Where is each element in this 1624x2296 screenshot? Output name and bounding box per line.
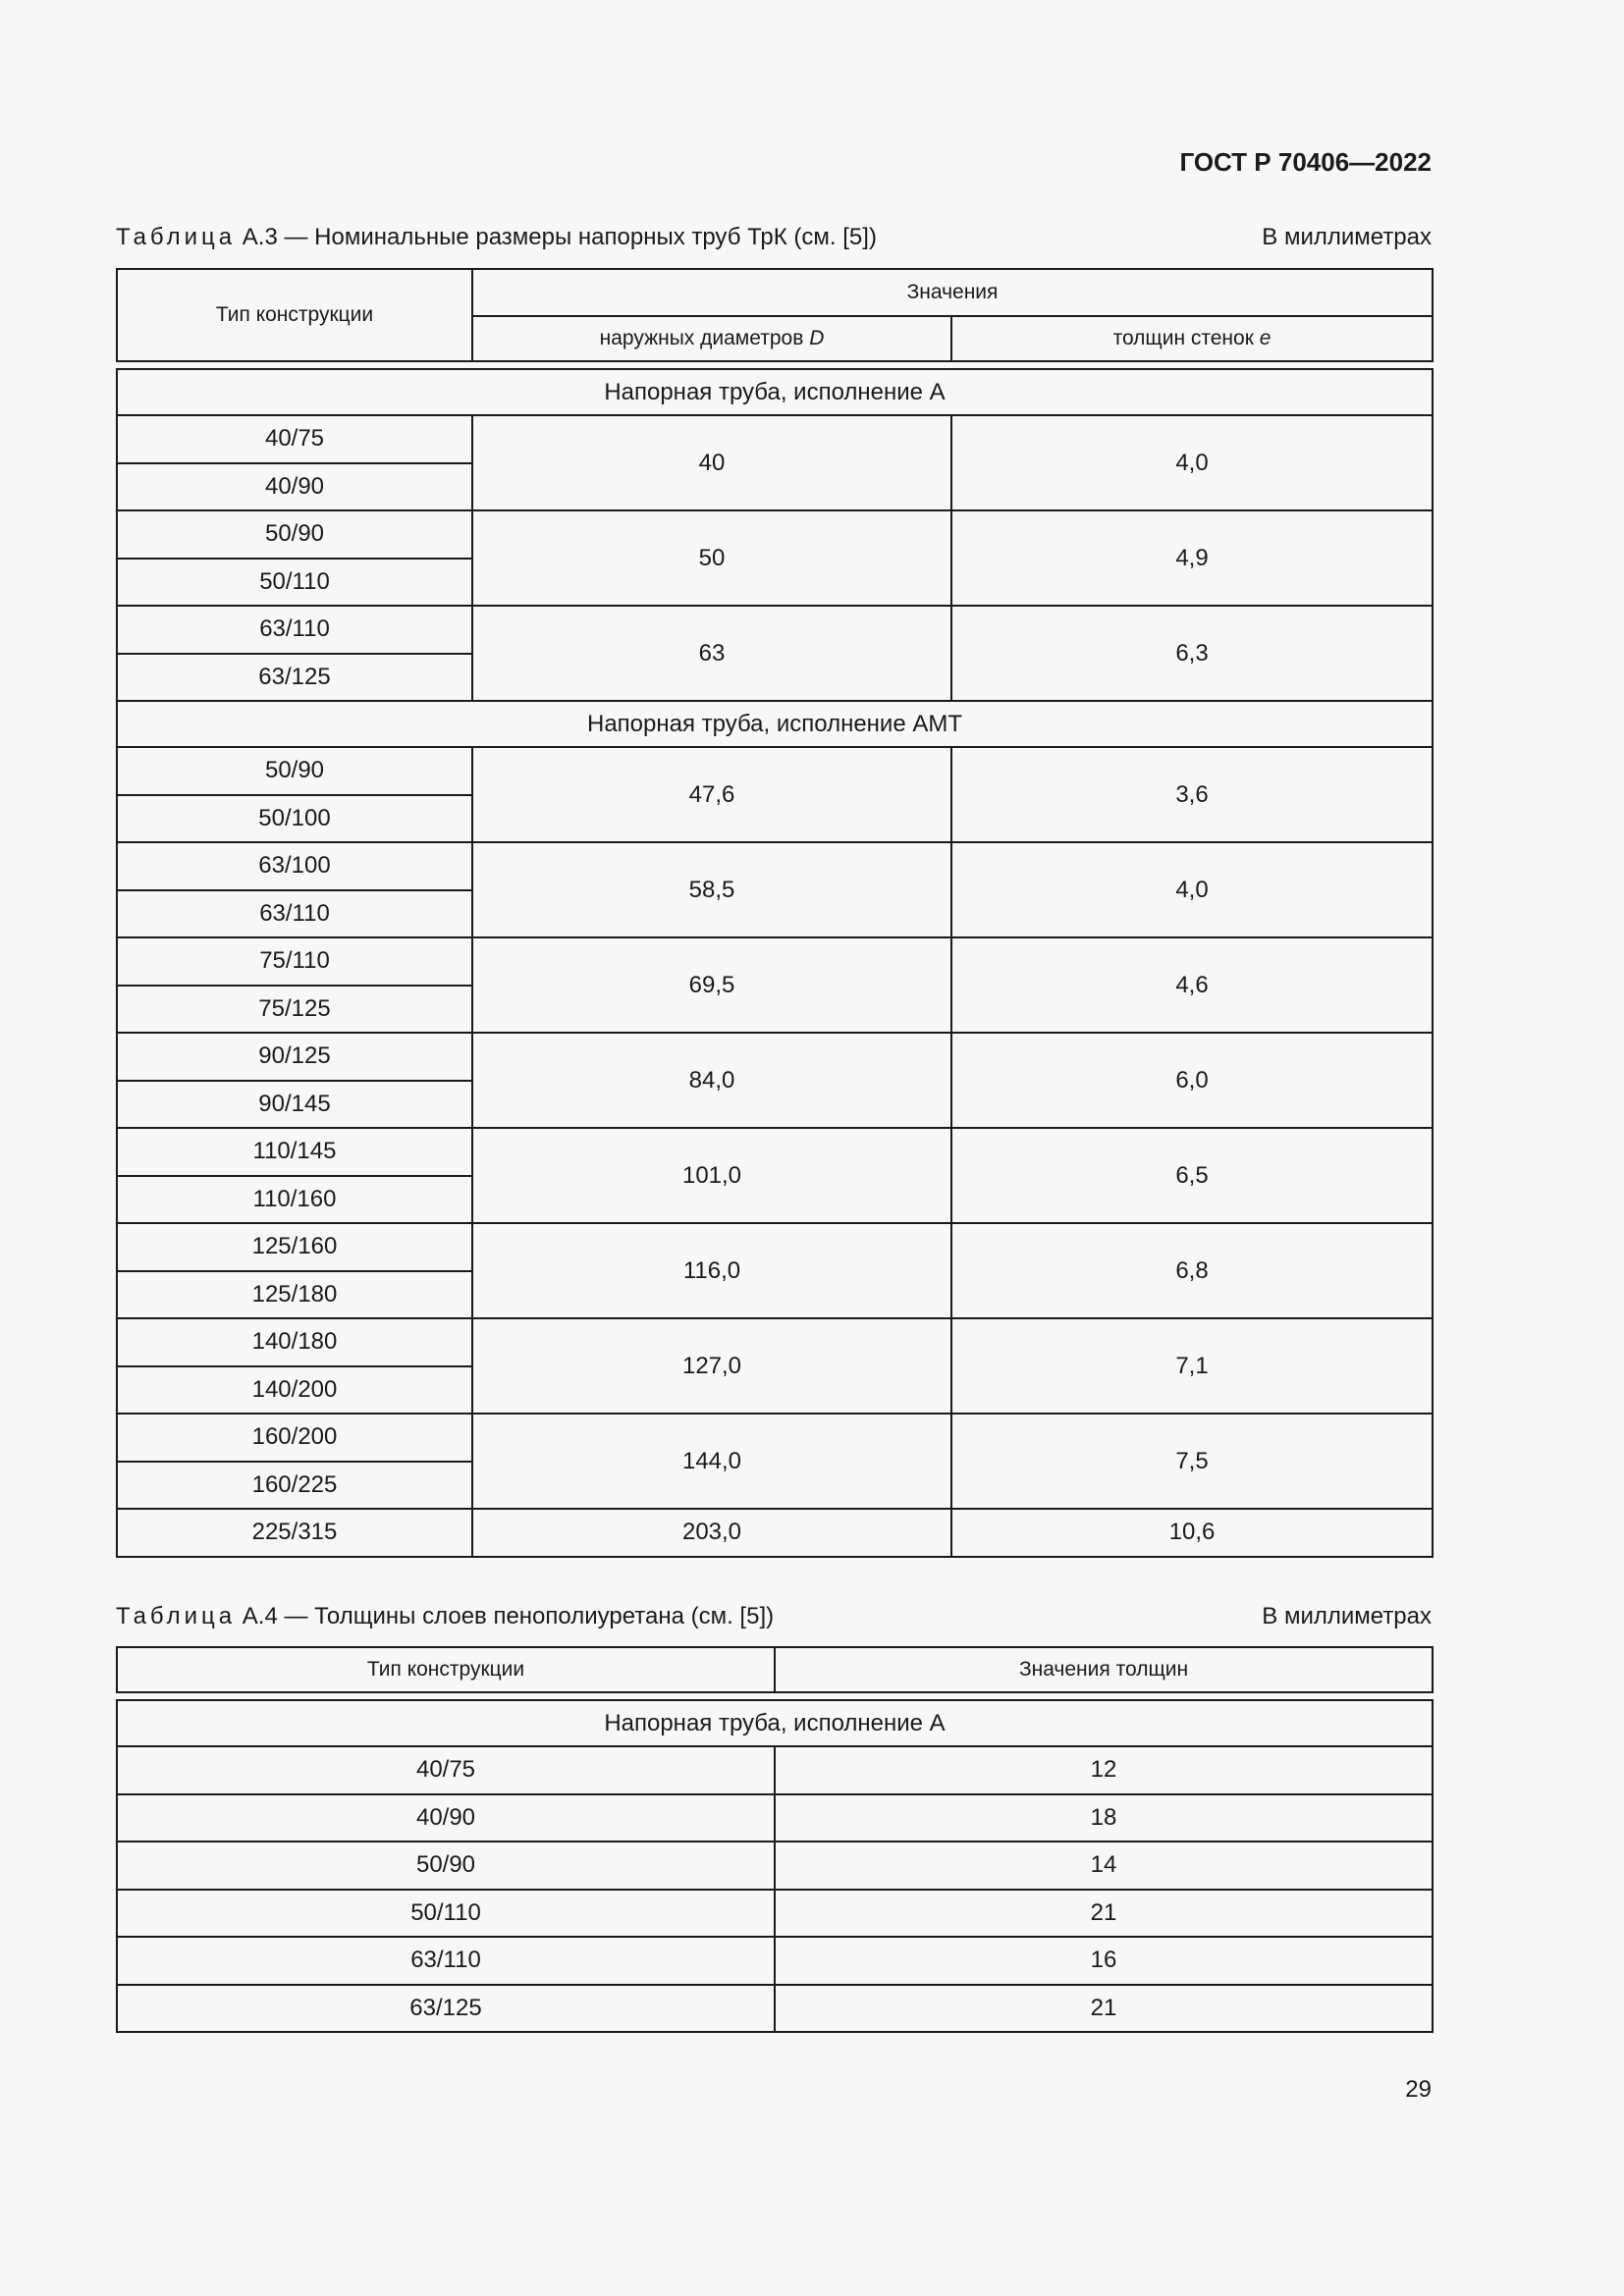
table-a4 [116,1646,1434,2033]
pipe-type-cell: 75/110 [117,937,472,986]
pipe-type-cell: 50/90 [117,510,472,559]
table-a3-caption [116,224,1432,251]
header-separator [117,361,1433,369]
header-values: Значения [472,269,1433,316]
wall-thickness-cell: 6,3 [951,606,1433,701]
table-row [117,747,1433,795]
pipe-type-cell: 90/125 [117,1033,472,1081]
outer-diameter-cell: 40 [472,415,951,510]
pipe-type-cell: 50/110 [117,559,472,607]
table-row [117,1890,1433,1938]
table-a4-title-text: А.4 — Толщины слоев пенополиуретана (см. [5]) [242,1603,775,1629]
pipe-type-cell: 75/125 [117,986,472,1034]
outer-diameter-cell: 63 [472,606,951,701]
table-row [117,1985,1433,2033]
wall-thickness-cell: 6,8 [951,1223,1433,1318]
wall-thickness-cell: 6,5 [951,1128,1433,1223]
pipe-type-cell: 110/160 [117,1176,472,1224]
table-row [117,1033,1433,1081]
table-row [117,415,1433,463]
table-row [117,1223,1433,1271]
page-number: 29 [1405,2076,1432,2103]
pipe-type-cell: 63/110 [117,606,472,654]
pipe-type-cell: 160/225 [117,1462,472,1510]
pipe-type-cell: 125/180 [117,1271,472,1319]
pipe-type-cell: 140/180 [117,1318,472,1366]
outer-diameter-cell: 69,5 [472,937,951,1033]
outer-diameter-cell: 58,5 [472,842,951,937]
foam-thickness-cell: 12 [775,1746,1433,1794]
header-separator [117,1692,1433,1700]
table-a4-units: В миллиметрах [1262,1603,1432,1629]
table-a3-title [116,224,877,251]
wall-thickness-cell: 6,0 [951,1033,1433,1128]
pipe-type-cell: 140/200 [117,1366,472,1415]
table-a3 [116,268,1434,1558]
outer-diameter-cell: 50 [472,510,951,606]
table-row [117,842,1433,890]
wall-thickness-cell: 4,0 [951,415,1433,510]
table-a3-label: Таблица [116,224,237,250]
wall-thickness-cell: 3,6 [951,747,1433,842]
wall-thickness-cell: 4,9 [951,510,1433,606]
outer-diameter-cell: 101,0 [472,1128,951,1223]
header-diameter-text: наружных диаметров [599,327,804,349]
pipe-type-cell: 50/100 [117,795,472,843]
table-row [117,937,1433,986]
table-row [117,1937,1433,1985]
header-type: Тип конструкции [117,269,472,361]
document-id: ГОСТ Р 70406—2022 [1179,147,1432,177]
table-a3-units: В миллиметрах [1262,224,1432,250]
table-a3-title-text: А.3 — Номинальные размеры напорных труб ТрК (см. [5]) [242,224,877,250]
table-a4-title [116,1603,774,1630]
pipe-type-cell: 225/315 [117,1509,472,1557]
outer-diameter-cell: 203,0 [472,1509,951,1557]
pipe-type-cell: 160/200 [117,1414,472,1462]
pipe-type-cell: 63/110 [117,1937,775,1985]
outer-diameter-cell: 116,0 [472,1223,951,1318]
outer-diameter-cell: 144,0 [472,1414,951,1509]
wall-thickness-cell: 7,5 [951,1414,1433,1509]
wall-thickness-cell: 10,6 [951,1509,1433,1557]
table-row [117,1509,1433,1557]
table-a4-label: Таблица [116,1603,237,1629]
pipe-type-cell: 63/110 [117,890,472,938]
section-heading-amt: Напорная труба, исполнение АМТ [117,701,1433,747]
pipe-type-cell: 110/145 [117,1128,472,1176]
header-type: Тип конструкции [117,1647,775,1692]
pipe-type-cell: 40/90 [117,463,472,511]
wall-thickness-cell: 4,0 [951,842,1433,937]
pipe-type-cell: 63/125 [117,1985,775,2033]
outer-diameter-cell: 84,0 [472,1033,951,1128]
foam-thickness-cell: 21 [775,1985,1433,2033]
table-row [117,1746,1433,1794]
header-diameter-symbol: D [809,327,825,349]
header-wall-text: толщин стенок [1112,327,1254,349]
outer-diameter-cell: 47,6 [472,747,951,842]
foam-thickness-cell: 18 [775,1794,1433,1842]
outer-diameter-cell: 127,0 [472,1318,951,1414]
foam-thickness-cell: 14 [775,1842,1433,1890]
pipe-type-cell: 40/75 [117,415,472,463]
pipe-type-cell: 63/125 [117,654,472,702]
table-row [117,1128,1433,1176]
header-wall [951,316,1433,361]
section-heading-a: Напорная труба, исполнение А [117,1700,1433,1746]
foam-thickness-cell: 21 [775,1890,1433,1938]
pipe-type-cell: 125/160 [117,1223,472,1271]
pipe-type-cell: 40/90 [117,1794,775,1842]
table-row [117,606,1433,654]
pipe-type-cell: 63/100 [117,842,472,890]
wall-thickness-cell: 7,1 [951,1318,1433,1414]
pipe-type-cell: 50/110 [117,1890,775,1938]
table-row [117,1414,1433,1462]
wall-thickness-cell: 4,6 [951,937,1433,1033]
table-row [117,510,1433,559]
foam-thickness-cell: 16 [775,1937,1433,1985]
pipe-type-cell: 40/75 [117,1746,775,1794]
table-a4-caption [116,1603,1432,1630]
pipe-type-cell: 50/90 [117,1842,775,1890]
table-row [117,1794,1433,1842]
section-row [117,701,1433,747]
header-thickness: Значения толщин [775,1647,1433,1692]
section-heading-a: Напорная труба, исполнение А [117,369,1433,415]
table-row [117,1842,1433,1890]
header-wall-symbol: e [1259,327,1272,349]
header-diameter [472,316,951,361]
pipe-type-cell: 90/145 [117,1081,472,1129]
table-row [117,1318,1433,1366]
pipe-type-cell: 50/90 [117,747,472,795]
